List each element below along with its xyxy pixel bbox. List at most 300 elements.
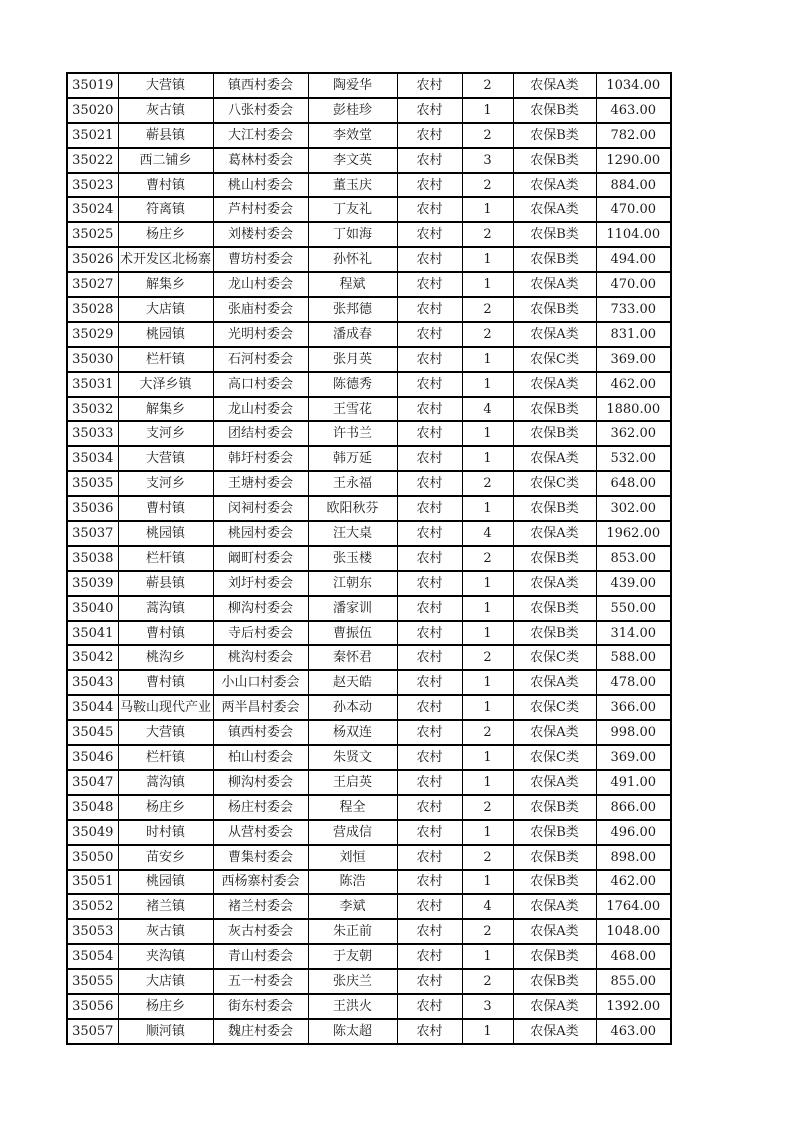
cell-insurance_category: 农保B类 xyxy=(513,247,596,272)
cell-insurance_category: 农保A类 xyxy=(513,446,596,471)
cell-residence_type: 农村 xyxy=(397,123,462,148)
cell-insurance_category: 农保B类 xyxy=(513,421,596,446)
cell-residence_type: 农村 xyxy=(397,894,462,919)
cell-insurance_category: 农保A类 xyxy=(513,197,596,222)
cell-record_id: 35032 xyxy=(67,397,118,422)
cell-person_count: 2 xyxy=(462,720,513,745)
cell-amount: 782.00 xyxy=(596,123,671,148)
table-row xyxy=(67,745,671,770)
cell-residence_type: 农村 xyxy=(397,148,462,173)
cell-town: 桃沟乡 xyxy=(118,645,213,670)
cell-insurance_category: 农保A类 xyxy=(513,372,596,397)
cell-village_committee: 桃沟村委会 xyxy=(213,645,308,670)
cell-residence_type: 农村 xyxy=(397,919,462,944)
cell-residence_type: 农村 xyxy=(397,870,462,895)
table-row xyxy=(67,98,671,123)
cell-person_name: 张庆兰 xyxy=(308,969,397,994)
cell-person_count: 1 xyxy=(462,670,513,695)
cell-insurance_category: 农保C类 xyxy=(513,645,596,670)
cell-residence_type: 农村 xyxy=(397,197,462,222)
cell-person_count: 1 xyxy=(462,870,513,895)
cell-person_count: 2 xyxy=(462,546,513,571)
cell-town: 杨庄乡 xyxy=(118,994,213,1019)
cell-person_count: 2 xyxy=(462,73,513,98)
cell-insurance_category: 农保B类 xyxy=(513,820,596,845)
cell-village_committee: 青山村委会 xyxy=(213,944,308,969)
cell-person_count: 2 xyxy=(462,645,513,670)
cell-residence_type: 农村 xyxy=(397,496,462,521)
cell-village_committee: 柏山村委会 xyxy=(213,745,308,770)
cell-person_count: 2 xyxy=(462,845,513,870)
cell-person_name: 陈德秀 xyxy=(308,372,397,397)
cell-village_committee: 柳沟村委会 xyxy=(213,596,308,621)
cell-insurance_category: 农保C类 xyxy=(513,347,596,372)
cell-insurance_category: 农保A类 xyxy=(513,272,596,297)
cell-person_name: 陶爱华 xyxy=(308,73,397,98)
cell-record_id: 35050 xyxy=(67,845,118,870)
table-row xyxy=(67,197,671,222)
cell-amount: 362.00 xyxy=(596,421,671,446)
cell-amount: 314.00 xyxy=(596,621,671,646)
cell-town: 栏杆镇 xyxy=(118,745,213,770)
cell-person_name: 王启英 xyxy=(308,770,397,795)
cell-insurance_category: 农保C类 xyxy=(513,745,596,770)
cell-amount: 463.00 xyxy=(596,98,671,123)
cell-village_committee: 葛林村委会 xyxy=(213,148,308,173)
cell-town: 桃园镇 xyxy=(118,870,213,895)
cell-insurance_category: 农保A类 xyxy=(513,1019,596,1044)
cell-record_id: 35033 xyxy=(67,421,118,446)
cell-person_count: 4 xyxy=(462,521,513,546)
cell-person_name: 王洪火 xyxy=(308,994,397,1019)
cell-insurance_category: 农保B类 xyxy=(513,795,596,820)
cell-residence_type: 农村 xyxy=(397,222,462,247)
cell-village_committee: 灰古村委会 xyxy=(213,919,308,944)
cell-amount: 1880.00 xyxy=(596,397,671,422)
cell-person_count: 4 xyxy=(462,397,513,422)
cell-amount: 369.00 xyxy=(596,745,671,770)
cell-village_committee: 柳沟村委会 xyxy=(213,770,308,795)
cell-town: 大店镇 xyxy=(118,297,213,322)
table-row xyxy=(67,397,671,422)
cell-village_committee: 镇西村委会 xyxy=(213,73,308,98)
cell-record_id: 35024 xyxy=(67,197,118,222)
cell-village_committee: 大江村委会 xyxy=(213,123,308,148)
cell-person_count: 1 xyxy=(462,247,513,272)
cell-residence_type: 农村 xyxy=(397,73,462,98)
cell-person_count: 2 xyxy=(462,222,513,247)
cell-town: 顺河镇 xyxy=(118,1019,213,1044)
cell-amount: 1392.00 xyxy=(596,994,671,1019)
table-row xyxy=(67,173,671,198)
cell-person_count: 2 xyxy=(462,297,513,322)
cell-person_count: 3 xyxy=(462,994,513,1019)
table-row xyxy=(67,496,671,521)
cell-record_id: 35056 xyxy=(67,994,118,1019)
cell-insurance_category: 农保B类 xyxy=(513,845,596,870)
cell-village_committee: 龙山村委会 xyxy=(213,272,308,297)
table-row xyxy=(67,944,671,969)
cell-person_count: 3 xyxy=(462,148,513,173)
table-row xyxy=(67,1019,671,1044)
cell-insurance_category: 农保B类 xyxy=(513,297,596,322)
cell-town: 解集乡 xyxy=(118,397,213,422)
cell-amount: 866.00 xyxy=(596,795,671,820)
cell-town: 蒿沟镇 xyxy=(118,770,213,795)
cell-town: 褚兰镇 xyxy=(118,894,213,919)
cell-village_committee: 闵祠村委会 xyxy=(213,496,308,521)
cell-person_name: 江朝东 xyxy=(308,571,397,596)
cell-town: 马鞍山现代产业 xyxy=(118,695,213,720)
cell-amount: 1104.00 xyxy=(596,222,671,247)
cell-amount: 1764.00 xyxy=(596,894,671,919)
cell-person_name: 朱贤文 xyxy=(308,745,397,770)
cell-insurance_category: 农保B类 xyxy=(513,546,596,571)
cell-record_id: 35057 xyxy=(67,1019,118,1044)
cell-village_committee: 从营村委会 xyxy=(213,820,308,845)
cell-amount: 496.00 xyxy=(596,820,671,845)
table-row xyxy=(67,571,671,596)
cell-person_name: 彭桂珍 xyxy=(308,98,397,123)
cell-record_id: 35030 xyxy=(67,347,118,372)
cell-person_name: 李文英 xyxy=(308,148,397,173)
cell-amount: 366.00 xyxy=(596,695,671,720)
cell-record_id: 35053 xyxy=(67,919,118,944)
cell-village_committee: 刘圩村委会 xyxy=(213,571,308,596)
cell-person_name: 许书兰 xyxy=(308,421,397,446)
cell-amount: 1290.00 xyxy=(596,148,671,173)
cell-record_id: 35039 xyxy=(67,571,118,596)
table-row xyxy=(67,820,671,845)
cell-record_id: 35023 xyxy=(67,173,118,198)
cell-insurance_category: 农保B类 xyxy=(513,98,596,123)
cell-insurance_category: 农保A类 xyxy=(513,770,596,795)
table-row xyxy=(67,919,671,944)
cell-amount: 998.00 xyxy=(596,720,671,745)
cell-amount: 439.00 xyxy=(596,571,671,596)
cell-amount: 468.00 xyxy=(596,944,671,969)
cell-amount: 462.00 xyxy=(596,870,671,895)
cell-village_committee: 王塘村委会 xyxy=(213,471,308,496)
cell-person_count: 2 xyxy=(462,322,513,347)
cell-person_name: 潘成春 xyxy=(308,322,397,347)
cell-residence_type: 农村 xyxy=(397,471,462,496)
cell-insurance_category: 农保A类 xyxy=(513,521,596,546)
cell-town: 大营镇 xyxy=(118,73,213,98)
cell-record_id: 35020 xyxy=(67,98,118,123)
cell-person_name: 韩万延 xyxy=(308,446,397,471)
cell-record_id: 35044 xyxy=(67,695,118,720)
cell-insurance_category: 农保A类 xyxy=(513,894,596,919)
cell-amount: 462.00 xyxy=(596,372,671,397)
cell-amount: 853.00 xyxy=(596,546,671,571)
cell-amount: 470.00 xyxy=(596,197,671,222)
cell-residence_type: 农村 xyxy=(397,397,462,422)
cell-person_count: 1 xyxy=(462,98,513,123)
cell-town: 桃园镇 xyxy=(118,521,213,546)
cell-record_id: 35046 xyxy=(67,745,118,770)
cell-person_count: 2 xyxy=(462,969,513,994)
cell-insurance_category: 农保B类 xyxy=(513,222,596,247)
cell-town: 灰古镇 xyxy=(118,98,213,123)
cell-insurance_category: 农保B类 xyxy=(513,123,596,148)
cell-town: 蕲县镇 xyxy=(118,571,213,596)
cell-town: 大泽乡镇 xyxy=(118,372,213,397)
cell-residence_type: 农村 xyxy=(397,347,462,372)
cell-person_count: 1 xyxy=(462,372,513,397)
cell-record_id: 35042 xyxy=(67,645,118,670)
table-body xyxy=(67,73,671,1044)
cell-person_name: 赵天皓 xyxy=(308,670,397,695)
table-row xyxy=(67,372,671,397)
cell-person_name: 王雪花 xyxy=(308,397,397,422)
cell-village_committee: 曹集村委会 xyxy=(213,845,308,870)
cell-residence_type: 农村 xyxy=(397,994,462,1019)
cell-village_committee: 刘楼村委会 xyxy=(213,222,308,247)
cell-person_count: 1 xyxy=(462,695,513,720)
table-row xyxy=(67,670,671,695)
cell-town: 曹村镇 xyxy=(118,670,213,695)
cell-insurance_category: 农保A类 xyxy=(513,571,596,596)
cell-town: 曹村镇 xyxy=(118,496,213,521)
cell-residence_type: 农村 xyxy=(397,521,462,546)
table-row xyxy=(67,272,671,297)
cell-record_id: 35054 xyxy=(67,944,118,969)
cell-residence_type: 农村 xyxy=(397,745,462,770)
cell-person_count: 2 xyxy=(462,919,513,944)
cell-town: 符离镇 xyxy=(118,197,213,222)
cell-record_id: 35035 xyxy=(67,471,118,496)
cell-person_count: 2 xyxy=(462,123,513,148)
cell-village_committee: 魏庄村委会 xyxy=(213,1019,308,1044)
cell-person_count: 1 xyxy=(462,745,513,770)
cell-amount: 463.00 xyxy=(596,1019,671,1044)
cell-town: 西二铺乡 xyxy=(118,148,213,173)
cell-amount: 302.00 xyxy=(596,496,671,521)
cell-town: 蕲县镇 xyxy=(118,123,213,148)
cell-village_committee: 高口村委会 xyxy=(213,372,308,397)
cell-village_committee: 龙山村委会 xyxy=(213,397,308,422)
cell-village_committee: 褚兰村委会 xyxy=(213,894,308,919)
table-row xyxy=(67,546,671,571)
cell-amount: 648.00 xyxy=(596,471,671,496)
cell-insurance_category: 农保A类 xyxy=(513,720,596,745)
cell-town: 栏杆镇 xyxy=(118,347,213,372)
cell-amount: 470.00 xyxy=(596,272,671,297)
cell-residence_type: 农村 xyxy=(397,944,462,969)
cell-residence_type: 农村 xyxy=(397,820,462,845)
cell-town: 杨庄乡 xyxy=(118,222,213,247)
cell-residence_type: 农村 xyxy=(397,297,462,322)
cell-village_committee: 寺后村委会 xyxy=(213,621,308,646)
cell-person_name: 李斌 xyxy=(308,894,397,919)
table-row xyxy=(67,894,671,919)
cell-residence_type: 农村 xyxy=(397,421,462,446)
cell-village_committee: 张庙村委会 xyxy=(213,297,308,322)
table-row xyxy=(67,123,671,148)
cell-person_count: 1 xyxy=(462,446,513,471)
cell-person_count: 1 xyxy=(462,347,513,372)
cell-insurance_category: 农保B类 xyxy=(513,148,596,173)
cell-town: 术开发区北杨寨 xyxy=(118,247,213,272)
cell-record_id: 35025 xyxy=(67,222,118,247)
cell-record_id: 35051 xyxy=(67,870,118,895)
table-row xyxy=(67,870,671,895)
cell-insurance_category: 农保B类 xyxy=(513,596,596,621)
cell-record_id: 35055 xyxy=(67,969,118,994)
table-row xyxy=(67,73,671,98)
cell-village_committee: 街东村委会 xyxy=(213,994,308,1019)
cell-person_name: 欧阳秋芬 xyxy=(308,496,397,521)
cell-person_name: 陈太超 xyxy=(308,1019,397,1044)
cell-person_count: 1 xyxy=(462,820,513,845)
cell-person_name: 张玉楼 xyxy=(308,546,397,571)
cell-person_count: 1 xyxy=(462,571,513,596)
cell-amount: 1048.00 xyxy=(596,919,671,944)
cell-record_id: 35031 xyxy=(67,372,118,397)
cell-record_id: 35052 xyxy=(67,894,118,919)
table-row xyxy=(67,471,671,496)
cell-person_name: 程全 xyxy=(308,795,397,820)
table-row xyxy=(67,247,671,272)
cell-residence_type: 农村 xyxy=(397,372,462,397)
cell-person_name: 董玉庆 xyxy=(308,173,397,198)
cell-amount: 494.00 xyxy=(596,247,671,272)
cell-insurance_category: 农保C类 xyxy=(513,471,596,496)
cell-town: 支河乡 xyxy=(118,471,213,496)
cell-person_count: 1 xyxy=(462,197,513,222)
cell-amount: 855.00 xyxy=(596,969,671,994)
cell-town: 曹村镇 xyxy=(118,621,213,646)
cell-village_committee: 团结村委会 xyxy=(213,421,308,446)
cell-residence_type: 农村 xyxy=(397,272,462,297)
cell-village_committee: 小山口村委会 xyxy=(213,670,308,695)
cell-insurance_category: 农保B类 xyxy=(513,870,596,895)
cell-town: 栏杆镇 xyxy=(118,546,213,571)
table-row xyxy=(67,596,671,621)
cell-residence_type: 农村 xyxy=(397,770,462,795)
cell-residence_type: 农村 xyxy=(397,795,462,820)
cell-town: 曹村镇 xyxy=(118,173,213,198)
cell-insurance_category: 农保C类 xyxy=(513,695,596,720)
cell-record_id: 35034 xyxy=(67,446,118,471)
cell-town: 苗安乡 xyxy=(118,845,213,870)
cell-amount: 898.00 xyxy=(596,845,671,870)
cell-person_name: 程斌 xyxy=(308,272,397,297)
table-row xyxy=(67,297,671,322)
cell-person_count: 2 xyxy=(462,173,513,198)
cell-record_id: 35048 xyxy=(67,795,118,820)
cell-amount: 478.00 xyxy=(596,670,671,695)
cell-person_name: 孙本动 xyxy=(308,695,397,720)
cell-amount: 588.00 xyxy=(596,645,671,670)
cell-town: 夹沟镇 xyxy=(118,944,213,969)
cell-amount: 1034.00 xyxy=(596,73,671,98)
cell-amount: 831.00 xyxy=(596,322,671,347)
cell-record_id: 35040 xyxy=(67,596,118,621)
cell-person_name: 杨双连 xyxy=(308,720,397,745)
cell-town: 杨庄乡 xyxy=(118,795,213,820)
cell-person_count: 2 xyxy=(462,471,513,496)
cell-insurance_category: 农保B类 xyxy=(513,969,596,994)
cell-record_id: 35026 xyxy=(67,247,118,272)
cell-person_name: 丁友礼 xyxy=(308,197,397,222)
cell-record_id: 35027 xyxy=(67,272,118,297)
cell-insurance_category: 农保A类 xyxy=(513,73,596,98)
cell-town: 大营镇 xyxy=(118,446,213,471)
cell-village_committee: 八张村委会 xyxy=(213,98,308,123)
cell-amount: 550.00 xyxy=(596,596,671,621)
cell-insurance_category: 农保B类 xyxy=(513,397,596,422)
cell-insurance_category: 农保A类 xyxy=(513,670,596,695)
cell-amount: 369.00 xyxy=(596,347,671,372)
cell-town: 大营镇 xyxy=(118,720,213,745)
cell-residence_type: 农村 xyxy=(397,596,462,621)
table-row xyxy=(67,695,671,720)
table-row xyxy=(67,969,671,994)
cell-record_id: 35045 xyxy=(67,720,118,745)
table-row xyxy=(67,222,671,247)
cell-town: 解集乡 xyxy=(118,272,213,297)
table-row xyxy=(67,322,671,347)
cell-amount: 884.00 xyxy=(596,173,671,198)
cell-insurance_category: 农保A类 xyxy=(513,919,596,944)
cell-person_name: 李效堂 xyxy=(308,123,397,148)
cell-amount: 733.00 xyxy=(596,297,671,322)
cell-village_committee: 西杨寨村委会 xyxy=(213,870,308,895)
cell-town: 蒿沟镇 xyxy=(118,596,213,621)
cell-residence_type: 农村 xyxy=(397,645,462,670)
cell-town: 大店镇 xyxy=(118,969,213,994)
cell-person_name: 陈浩 xyxy=(308,870,397,895)
cell-town: 桃园镇 xyxy=(118,322,213,347)
cell-village_committee: 芦村村委会 xyxy=(213,197,308,222)
cell-residence_type: 农村 xyxy=(397,621,462,646)
cell-person_name: 潘家训 xyxy=(308,596,397,621)
table-row xyxy=(67,795,671,820)
cell-person_count: 4 xyxy=(462,894,513,919)
cell-amount: 491.00 xyxy=(596,770,671,795)
table-row xyxy=(67,845,671,870)
records-table xyxy=(66,72,672,1045)
cell-amount: 532.00 xyxy=(596,446,671,471)
cell-record_id: 35043 xyxy=(67,670,118,695)
cell-village_committee: 两半昌村委会 xyxy=(213,695,308,720)
cell-village_committee: 阚町村委会 xyxy=(213,546,308,571)
cell-person_name: 朱正前 xyxy=(308,919,397,944)
cell-insurance_category: 农保A类 xyxy=(513,322,596,347)
cell-residence_type: 农村 xyxy=(397,446,462,471)
cell-person_name: 张月英 xyxy=(308,347,397,372)
table-row xyxy=(67,148,671,173)
cell-town: 灰古镇 xyxy=(118,919,213,944)
cell-residence_type: 农村 xyxy=(397,1019,462,1044)
cell-village_committee: 五一村委会 xyxy=(213,969,308,994)
cell-insurance_category: 农保B类 xyxy=(513,496,596,521)
table-row xyxy=(67,770,671,795)
cell-record_id: 35019 xyxy=(67,73,118,98)
cell-record_id: 35047 xyxy=(67,770,118,795)
table-row xyxy=(67,720,671,745)
cell-insurance_category: 农保B类 xyxy=(513,621,596,646)
cell-village_committee: 桃山村委会 xyxy=(213,173,308,198)
cell-residence_type: 农村 xyxy=(397,247,462,272)
cell-person_name: 孙怀礼 xyxy=(308,247,397,272)
table-row xyxy=(67,347,671,372)
cell-insurance_category: 农保A类 xyxy=(513,994,596,1019)
cell-residence_type: 农村 xyxy=(397,670,462,695)
cell-village_committee: 韩圩村委会 xyxy=(213,446,308,471)
